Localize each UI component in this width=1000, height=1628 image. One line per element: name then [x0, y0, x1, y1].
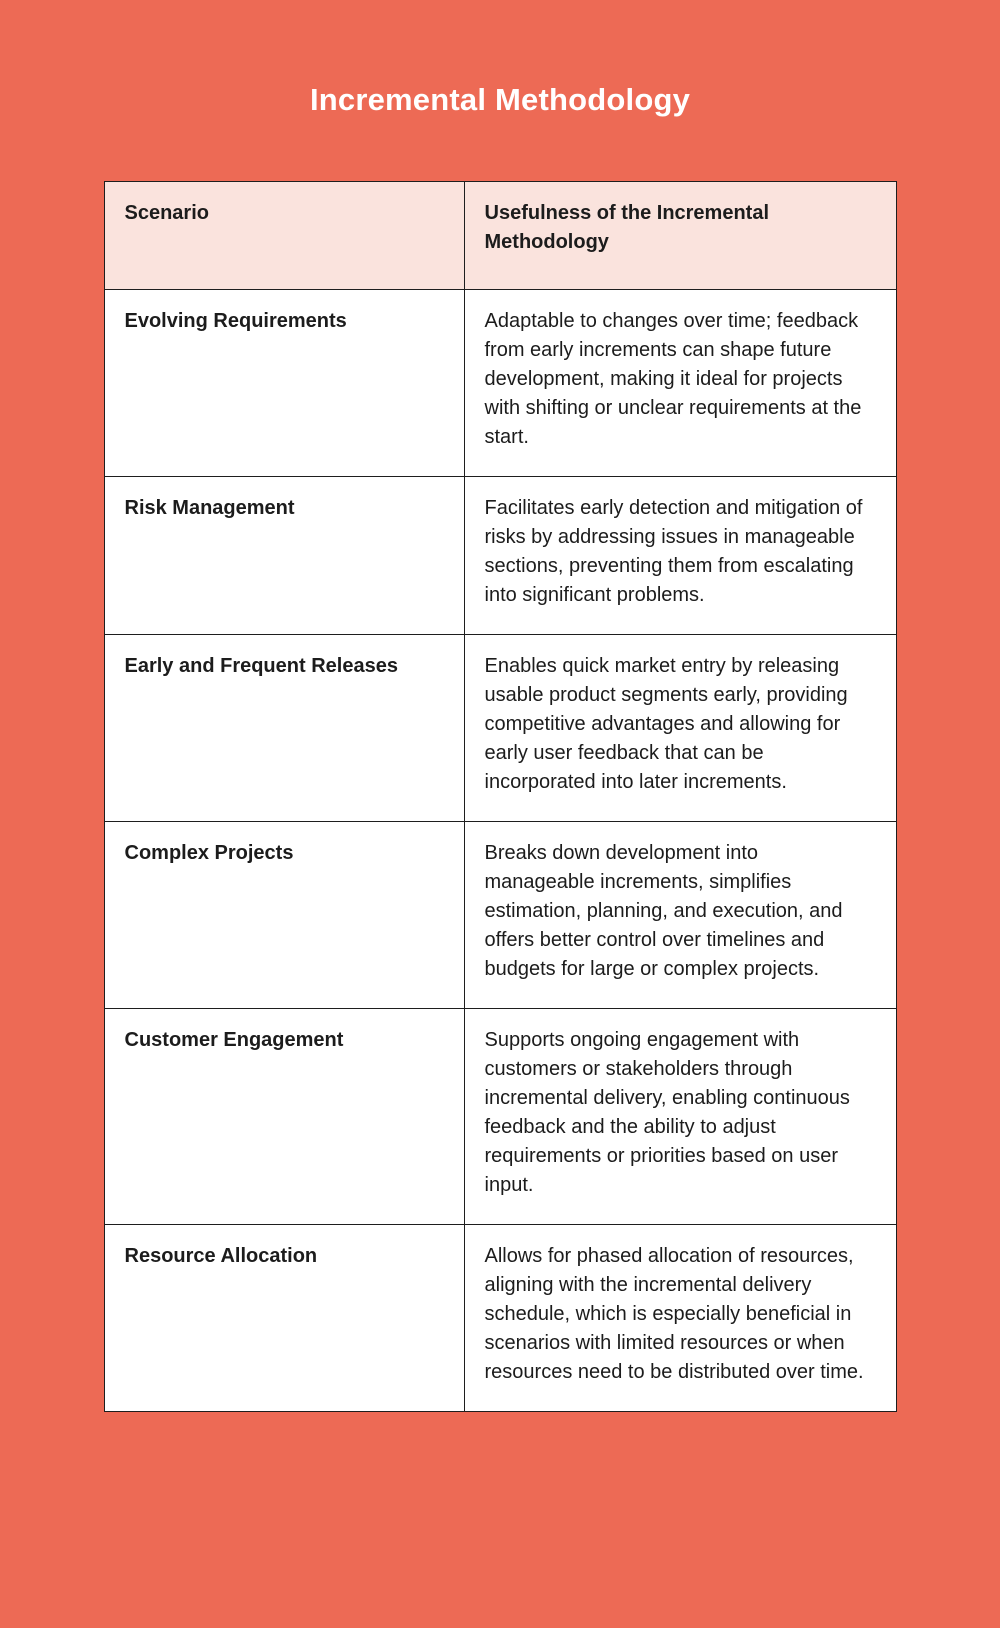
page-title: Incremental Methodology [309, 82, 691, 117]
table-row [104, 477, 896, 635]
table-row [104, 290, 896, 477]
table-row [104, 635, 896, 822]
table-header [104, 182, 896, 290]
table-row [104, 822, 896, 1009]
scenario-cell: Resource Allocation [104, 1225, 464, 1412]
column-header-usefulness: Usefulness of the Incremental Methodology [464, 182, 896, 290]
scenario-cell: Complex Projects [104, 822, 464, 1009]
page [0, 82, 1000, 1628]
column-header-scenario: Scenario [104, 182, 464, 290]
scenario-cell: Evolving Requirements [104, 290, 464, 477]
scenario-cell: Risk Management [104, 477, 464, 635]
header-row [104, 182, 896, 290]
usefulness-cell: Facilitates early detection and mitigation of risks by addressing issues in manageable sections, preventing them from escalating into significant problems. [464, 477, 896, 635]
usefulness-cell: Adaptable to changes over time; feedback from early increments can shape future development, making it ideal for projects with shifting or unclear requirements at the start. [464, 290, 896, 477]
table-row [104, 1009, 896, 1225]
table-row [104, 1225, 896, 1412]
scenario-table [104, 181, 897, 1412]
usefulness-cell: Enables quick market entry by releasing usable product segments early, providing competitive advantages and allowing for early user feedback that can be incorporated into later increments. [464, 635, 896, 822]
usefulness-cell: Allows for phased allocation of resources, aligning with the incremental delivery schedule, which is especially beneficial in scenarios with limited resources or when resources need to be distributed over time. [464, 1225, 896, 1412]
table-body [104, 290, 896, 1412]
scenario-cell: Customer Engagement [104, 1009, 464, 1225]
usefulness-cell: Breaks down development into manageable increments, simplifies estimation, planning, and execution, and offers better control over timelines and budgets for large or complex projects. [464, 822, 896, 1009]
scenario-cell: Early and Frequent Releases [104, 635, 464, 822]
usefulness-cell: Supports ongoing engagement with customers or stakeholders through incremental delivery, enabling continuous feedback and the ability to adjust requirements or priorities based on user input. [464, 1009, 896, 1225]
